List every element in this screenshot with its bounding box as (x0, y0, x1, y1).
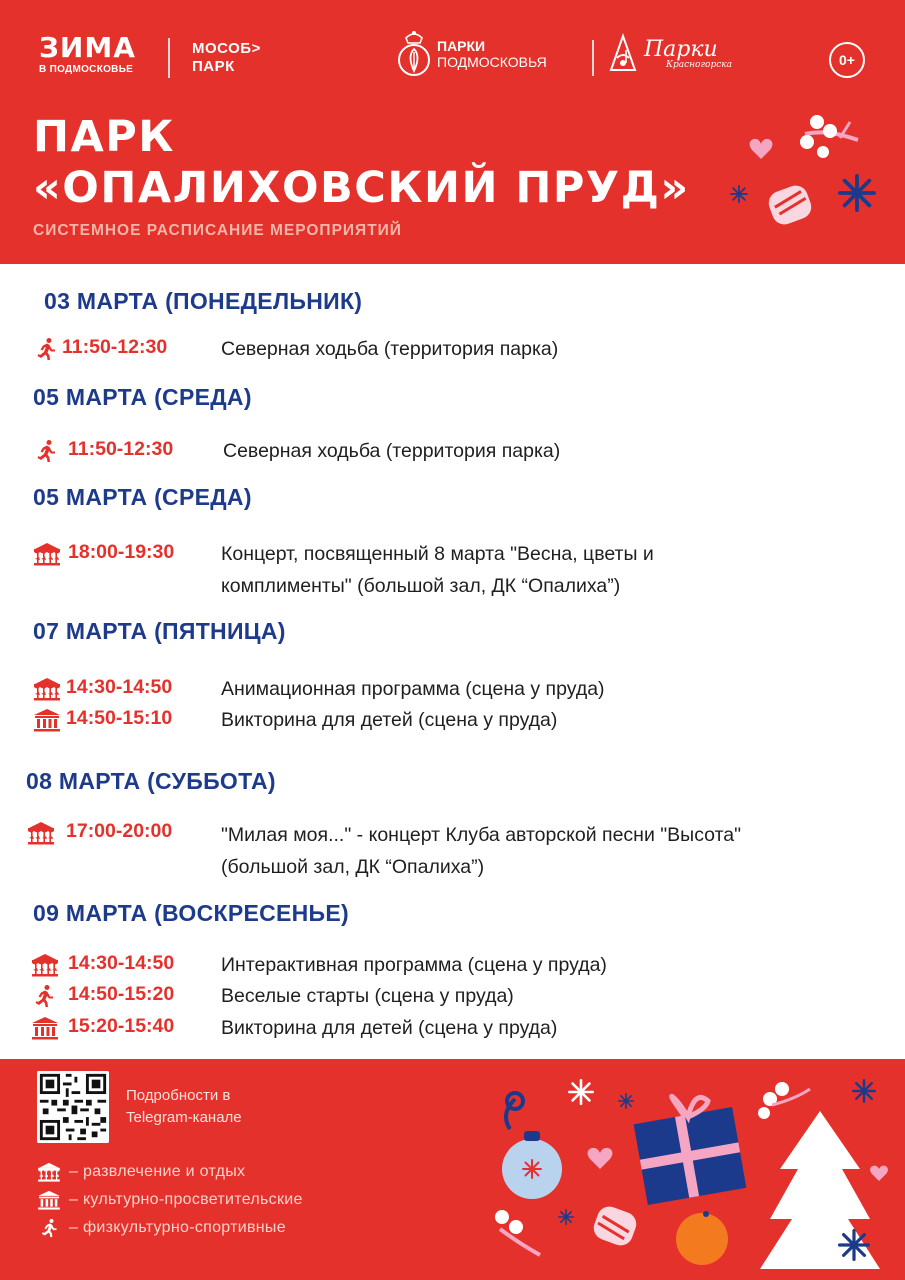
carousel-icon (30, 953, 60, 979)
event-time: 11:50-12:30 (62, 336, 168, 358)
age-rating-badge: 0+ (829, 42, 865, 78)
running-icon (30, 984, 60, 1010)
heart-icon (870, 1166, 888, 1181)
heart-icon (588, 1148, 613, 1169)
event-row (32, 336, 167, 363)
wrapped-candy-icon (765, 182, 814, 228)
day-heading: 05 МАРТА (СРЕДА) (33, 484, 252, 510)
berry-icon (810, 115, 824, 129)
parki-logo-line2: ПОДМОСКОВЬЯ (437, 54, 547, 70)
event-time: 14:30-14:50 (68, 952, 175, 974)
museum-icon (32, 708, 62, 734)
event-row (32, 707, 172, 734)
legend-label: – развлечение и отдых (69, 1163, 246, 1180)
qr-code[interactable] (37, 1071, 109, 1143)
berry-icon (775, 1082, 789, 1096)
page-subtitle: СИСТЕМНОЕ РАСПИСАНИЕ МЕРОПРИЯТИЙ (33, 222, 402, 239)
event-description-line: (большой зал, ДК “Опалиха”) (221, 856, 485, 878)
ornament-icon (502, 1093, 562, 1199)
leaf-icon (397, 30, 431, 78)
event-row (30, 952, 174, 979)
day-heading: 08 МАРТА (СУББОТА) (26, 768, 276, 794)
event-time: 14:50-15:10 (66, 707, 173, 729)
qr-caption-line1: Подробности в (126, 1087, 231, 1104)
event-row (26, 820, 172, 847)
snowflake-icon (853, 1080, 875, 1102)
tree-music-icon (606, 32, 640, 76)
event-description-line: Северная ходьба (территория парка) (221, 338, 559, 360)
event-description-line: комплименты" (большой зал, ДК “Опалиха”) (221, 575, 621, 597)
schedule-section (0, 264, 905, 1059)
zima-logo-title: ЗИМА (39, 31, 136, 64)
parki-podmoskovya-logo (397, 30, 547, 78)
heart-icon (750, 139, 773, 159)
qr-caption-line2: Telegram-канале (126, 1109, 242, 1126)
mosobpark-logo-line2: ПАРК (192, 58, 235, 75)
winter-decoration (730, 110, 900, 235)
berry-icon (758, 1107, 770, 1119)
legend-label: – физкультурно-спортивные (69, 1219, 286, 1236)
orange-icon (676, 1213, 728, 1265)
page-title (33, 112, 690, 214)
running-icon (32, 337, 62, 363)
kras-logo-sub: Красногорска (666, 59, 732, 70)
berry-icon (800, 135, 814, 149)
event-row (30, 983, 174, 1010)
event-description-line: Северная ходьба (территория парка) (223, 440, 561, 462)
event-description-line: Анимационная программа (сцена у пруда) (221, 678, 605, 700)
title-line-1: ПАРК (33, 112, 175, 162)
event-time: 17:00-20:00 (66, 820, 173, 842)
day-heading: 05 МАРТА (СРЕДА) (33, 384, 252, 410)
snowflake-icon (731, 186, 747, 202)
carousel-icon (26, 821, 56, 847)
legend-item-cultural (37, 1190, 303, 1210)
day-heading: 09 МАРТА (ВОСКРЕСЕНЬЕ) (33, 900, 349, 926)
carousel-icon (37, 1162, 61, 1182)
title-line-2: «ОПАЛИХОВСКИЙ ПРУД» (33, 163, 690, 213)
parki-logo-line1: ПАРКИ (437, 38, 486, 54)
legend-item-sport (37, 1218, 286, 1238)
event-time: 14:50-15:20 (68, 983, 175, 1005)
berry-icon (823, 124, 837, 138)
event-description-line: Викторина для детей (сцена у пруда) (221, 1017, 558, 1039)
event-description-line: Веселые старты (сцена у пруда) (221, 985, 514, 1007)
event-time: 11:50-12:30 (68, 438, 174, 460)
footer-banner (0, 1059, 905, 1280)
carousel-icon (32, 542, 62, 568)
event-time: 18:00-19:30 (68, 541, 175, 563)
winter-decoration (480, 1059, 905, 1280)
snowflake-icon (840, 176, 874, 210)
legend-label: – культурно-просветительские (69, 1191, 303, 1208)
header-banner (0, 0, 905, 264)
snowflake-icon (840, 1231, 869, 1260)
event-row (30, 1015, 174, 1042)
snowflake-icon (569, 1080, 592, 1103)
logo-divider (592, 40, 594, 76)
snowflake-icon (559, 1210, 573, 1224)
event-row (32, 438, 173, 465)
carousel-icon (32, 677, 62, 703)
qr-caption (126, 1085, 242, 1129)
kras-logo-main: Парки (644, 36, 718, 62)
museum-icon (30, 1016, 60, 1042)
day-heading: 03 МАРТА (ПОНЕДЕЛЬНИК) (44, 288, 363, 314)
berry-icon (509, 1220, 523, 1234)
running-icon (32, 439, 62, 465)
mosobpark-logo (192, 40, 261, 76)
logo-divider (168, 38, 170, 78)
day-heading: 07 МАРТА (ПЯТНИЦА) (33, 618, 286, 644)
event-description-line: Концерт, посвященный 8 марта "Весна, цветы и (221, 543, 654, 565)
berry-icon (817, 146, 829, 158)
berry-icon (495, 1210, 509, 1224)
legend-item-entertainment (37, 1162, 245, 1182)
event-row (32, 676, 172, 703)
event-description-line: Викторина для детей (сцена у пруда) (221, 709, 558, 731)
event-time: 14:30-14:50 (66, 676, 173, 698)
event-row (32, 541, 174, 568)
wrapped-candy-icon (590, 1203, 639, 1249)
zima-logo (39, 31, 149, 75)
museum-icon (37, 1190, 61, 1210)
event-time: 15:20-15:40 (68, 1015, 175, 1037)
event-description-line: Интерактивная программа (сцена у пруда) (221, 954, 607, 976)
mosobpark-logo-line1: МОСОБ> (192, 40, 261, 57)
zima-logo-subtitle: В ПОДМОСКОВЬЕ (39, 64, 134, 75)
snowflake-icon (619, 1094, 633, 1108)
parki-krasnogorska-logo (606, 32, 732, 76)
running-icon (37, 1218, 61, 1238)
gift-icon (634, 1096, 747, 1205)
event-description-line: "Милая моя..." - концерт Клуба авторской песни "Высота" (221, 824, 742, 846)
